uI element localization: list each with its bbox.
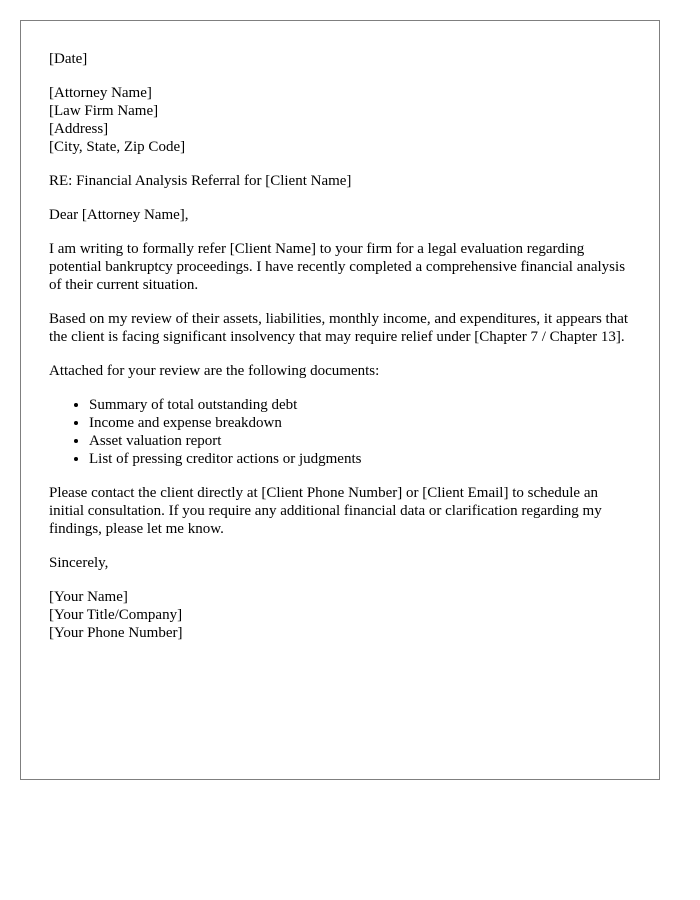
list-item: • Asset valuation report — [89, 432, 631, 450]
signature-title: [Your Title/Company] — [49, 607, 183, 623]
body-paragraph-review: Based on my review of their assets, liabilities, monthly income, and expenditures, it appears that the client is facing significant insolvency that may require relief under [Chapter 7 / Chapter 13]. — [49, 311, 629, 345]
signature-name: [Your Name] — [49, 589, 128, 605]
body-paragraph-attachments: Attached for your review are the following documents: — [49, 363, 380, 379]
list-item: • Income and expense breakdown — [89, 414, 631, 432]
letter-page — [20, 20, 660, 780]
signature-block — [49, 588, 631, 642]
list-item: • Summary of total outstanding debt — [89, 396, 631, 414]
body-paragraph-intro: I am writing to formally refer [Client Name] to your firm for a legal evaluation regarding potential bankruptcy proceedings. I have recently completed a comprehensive financial analysis of their current situation. — [49, 241, 626, 293]
recipient-block — [49, 84, 631, 156]
recipient-firm: [Law Firm Name] — [49, 103, 159, 119]
list-item: • List of pressing creditor actions or judgments — [89, 450, 631, 468]
signature-phone: [Your Phone Number] — [49, 625, 183, 641]
letter-date: [Date] — [49, 51, 88, 67]
attachment-list — [49, 396, 631, 468]
recipient-address: [Address] — [49, 121, 109, 137]
letter-salutation: Dear [Attorney Name], — [49, 207, 189, 223]
closing-paragraph: Please contact the client directly at [Client Phone Number] or [Client Email] to schedule an initial consultation. If you require any additional financial data or clarification regarding my findings, please let me know. — [49, 485, 602, 537]
letter-subject: RE: Financial Analysis Referral for [Client Name] — [49, 173, 352, 189]
recipient-name: [Attorney Name] — [49, 85, 152, 101]
recipient-city-state-zip: [City, State, Zip Code] — [49, 139, 186, 155]
letter-closing: Sincerely, — [49, 555, 109, 571]
